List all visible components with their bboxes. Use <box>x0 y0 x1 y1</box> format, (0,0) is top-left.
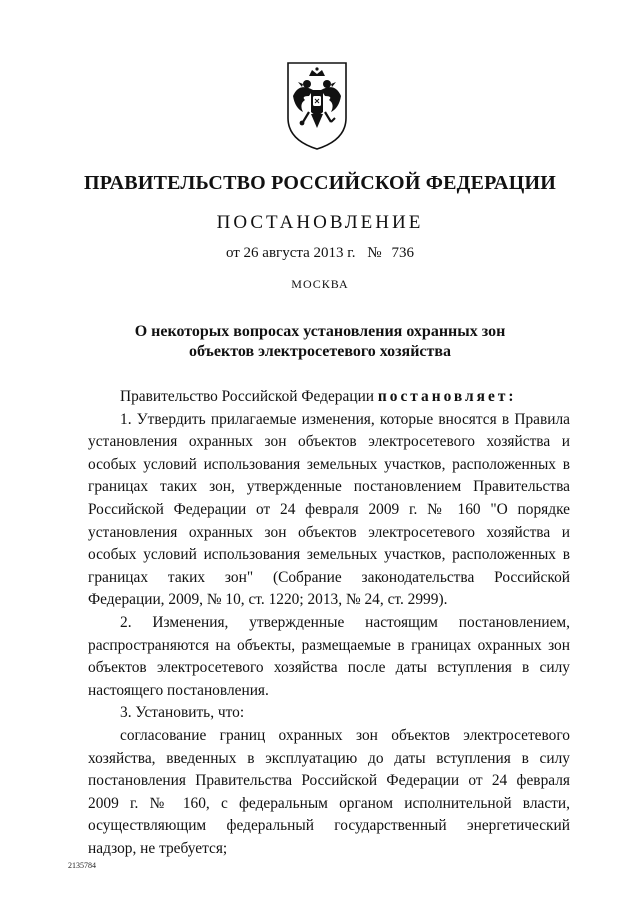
intro-verb: постановляет: <box>377 388 517 405</box>
subject-line-1: О некоторых вопросах установления охранных зон <box>134 323 506 340</box>
document-type: ПОСТАНОВЛЕНИЕ <box>216 212 424 233</box>
number-sign: № <box>367 245 382 261</box>
subject-line-2: объектов электросетевого хозяйства <box>188 343 452 360</box>
document-date: от 26 августа 2013 г. <box>225 245 356 261</box>
document-body <box>88 386 570 860</box>
paragraph-2: 2. Изменения, утвержденные настоящим постановлением, распространяются на объекты, размещаемые в границах охранных зон объектов электросетевого хозяйства после даты вступления в силу настоящего постановления. <box>88 613 570 699</box>
intro-prefix: Правительство Российской Федерации <box>120 388 375 405</box>
paragraph-4: согласование границ охранных зон объектов электросетевого хозяйства, введенных в эксплуатацию до даты вступления в силу постановления Правительства Российской Федерации от 24 февраля 2009 г. № 160, с федеральным органом исполнительной власти, осуществляющим федеральный государственный энергетический надзор, не требуется; <box>88 726 570 857</box>
city-label: МОСКВА <box>291 277 349 291</box>
document-subject <box>0 322 640 362</box>
document-id: 2135784 <box>68 861 96 870</box>
intro-paragraph <box>88 386 570 409</box>
document-date-line <box>0 245 640 262</box>
government-title: ПРАВИТЕЛЬСТВО РОССИЙСКОЙ ФЕДЕРАЦИИ <box>84 172 556 194</box>
paragraph-1: 1. Утвердить прилагаемые изменения, которые вносятся в Правила установления охранных зон объектов электросетевого хозяйства и особых условий использования земельных участков, расположенных в границах таких зон, утвержденные постановлением Правительства Российской Федерации от 24 февраля 2009 г. № 160 "О порядке установления охранных зон объектов электросетевого хозяйства и особых условий использования земельных участков, расположенных в границах таких зон" (Собрание законодательства Российской Федерации, 2009, № 10, ст. 1220; 2013, № 24, ст. 2999). <box>88 410 570 609</box>
paragraph-3: 3. Установить, что: <box>120 704 245 722</box>
coat-of-arms-icon <box>285 60 349 152</box>
document-number: 736 <box>391 245 415 261</box>
